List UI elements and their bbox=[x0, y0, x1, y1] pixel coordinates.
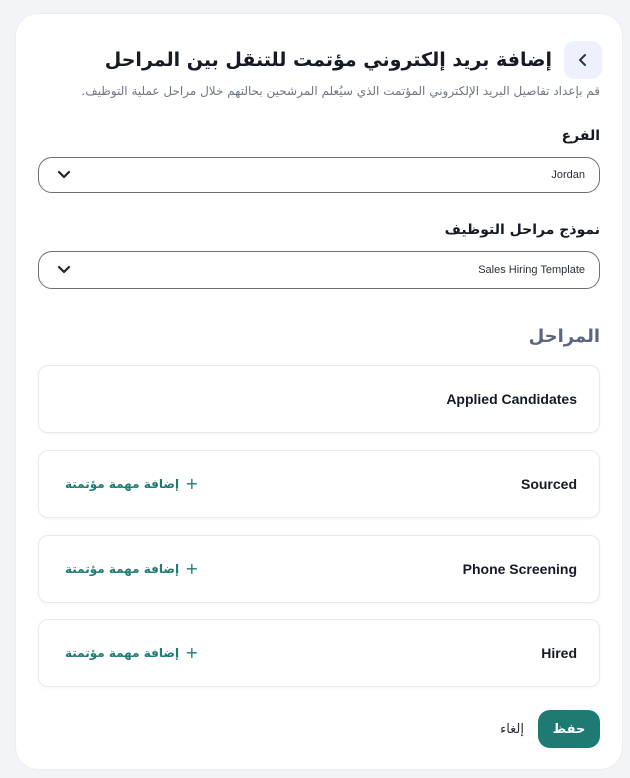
chevron-down-icon bbox=[57, 170, 71, 180]
template-select[interactable] bbox=[38, 251, 600, 289]
modal-card bbox=[16, 14, 622, 769]
page-subtitle: قم بإعداد تفاصيل البريد الإلكتروني المؤتمت الذي سيُعلم المرشحين بحالتهم خلال مراحل عملية التوظيف. bbox=[81, 84, 600, 98]
header bbox=[36, 40, 602, 80]
add-task-label: إضافة مهمة مؤتمتة bbox=[65, 562, 180, 576]
chevron-down-icon bbox=[57, 265, 71, 275]
stage-name: Hired bbox=[541, 645, 577, 661]
branch-label: الفرع bbox=[561, 128, 600, 144]
chevron-right-icon bbox=[576, 53, 590, 67]
stage-name: Sourced bbox=[520, 476, 577, 492]
add-automated-task-button[interactable] bbox=[65, 476, 198, 492]
stage-name: Phone Screening bbox=[462, 561, 577, 577]
plus-icon: + bbox=[185, 474, 199, 493]
stage-name: Applied Candidates bbox=[446, 391, 577, 407]
footer bbox=[38, 709, 600, 749]
plus-icon: + bbox=[185, 643, 199, 662]
stage-card bbox=[38, 365, 600, 433]
add-automated-task-button[interactable] bbox=[65, 561, 198, 577]
plus-icon: + bbox=[185, 559, 199, 578]
stage-card bbox=[38, 450, 600, 518]
save-button[interactable]: حفظ bbox=[538, 710, 600, 748]
branch-select[interactable] bbox=[38, 157, 600, 193]
stage-card bbox=[38, 535, 600, 603]
page-title: إضافة بريد إلكتروني مؤتمت للتنقل بين المراحل bbox=[104, 49, 552, 71]
template-select-value: Sales Hiring Template bbox=[478, 264, 585, 276]
cancel-button[interactable]: إلغاء bbox=[500, 721, 524, 737]
add-task-label: إضافة مهمة مؤتمتة bbox=[65, 477, 180, 491]
branch-select-value: Jordan bbox=[551, 169, 585, 181]
add-task-label: إضافة مهمة مؤتمتة bbox=[65, 646, 180, 660]
stage-card bbox=[38, 619, 600, 687]
add-automated-task-button[interactable] bbox=[65, 645, 198, 661]
template-label: نموذج مراحل التوظيف bbox=[444, 222, 600, 238]
stages-title: المراحل bbox=[528, 326, 600, 347]
back-button[interactable] bbox=[564, 41, 602, 79]
